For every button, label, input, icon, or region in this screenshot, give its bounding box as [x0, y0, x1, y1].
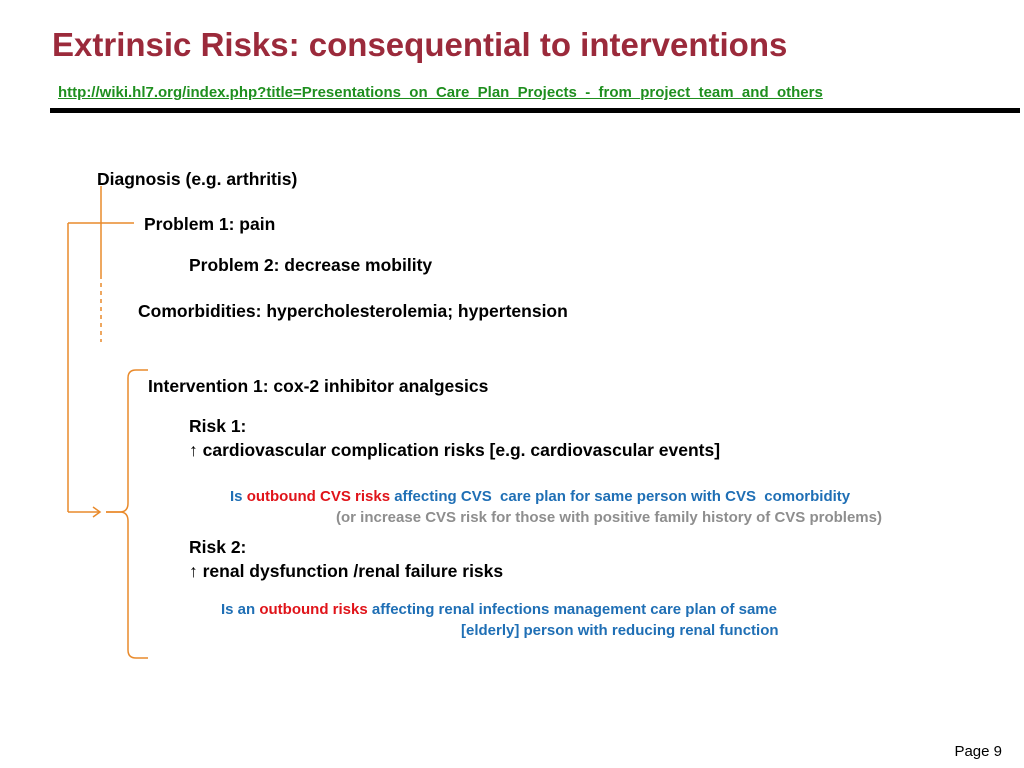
page-number: Page 9 — [954, 743, 1002, 760]
wiki-link[interactable]: http://wiki.hl7.org/index.php?title=Presentations_on_Care_Plan_Projects_-_from_project_team_and_others — [58, 84, 823, 101]
intervention1-label: Intervention 1: cox-2 inhibitor analgesics — [148, 376, 489, 396]
risk2-note — [221, 601, 777, 618]
risk1-note-suffix: affecting CVS care plan for same person with CVS comorbidity — [390, 488, 851, 505]
problem1-label: Problem 1: pain — [144, 214, 276, 234]
risk1-note-highlight: outbound CVS risks — [246, 488, 391, 505]
risk2-label: Risk 2: — [189, 537, 247, 557]
risk1-note-secondary: (or increase CVS risk for those with positive family history of CVS problems) — [336, 509, 882, 526]
risk2-bracket — [106, 512, 148, 658]
risk1-desc: ↑ cardiovascular complication risks [e.g. cardiovascular events] — [189, 440, 721, 460]
page-title: Extrinsic Risks: consequential to interventions — [52, 26, 788, 63]
risk2-note-prefix: Is an — [221, 601, 260, 618]
risk1-note — [230, 488, 850, 505]
risk2-note-line2: [elderly] person with reducing renal function — [461, 622, 779, 639]
risk2-note-highlight: outbound risks — [259, 601, 368, 618]
risk1-label: Risk 1: — [189, 416, 247, 436]
risk2-desc: ↑ renal dysfunction /renal failure risks — [189, 561, 504, 581]
problem2-label: Problem 2: decrease mobility — [189, 255, 433, 275]
risk1-note-prefix: Is — [230, 488, 247, 505]
intervention-bracket — [106, 370, 148, 512]
comorbidities-label: Comorbidities: hypercholesterolemia; hypertension — [138, 301, 568, 321]
diagnosis-label: Diagnosis (e.g. arthritis) — [97, 169, 298, 189]
risk2-note-suffix: affecting renal infections management care plan of same — [367, 601, 777, 618]
